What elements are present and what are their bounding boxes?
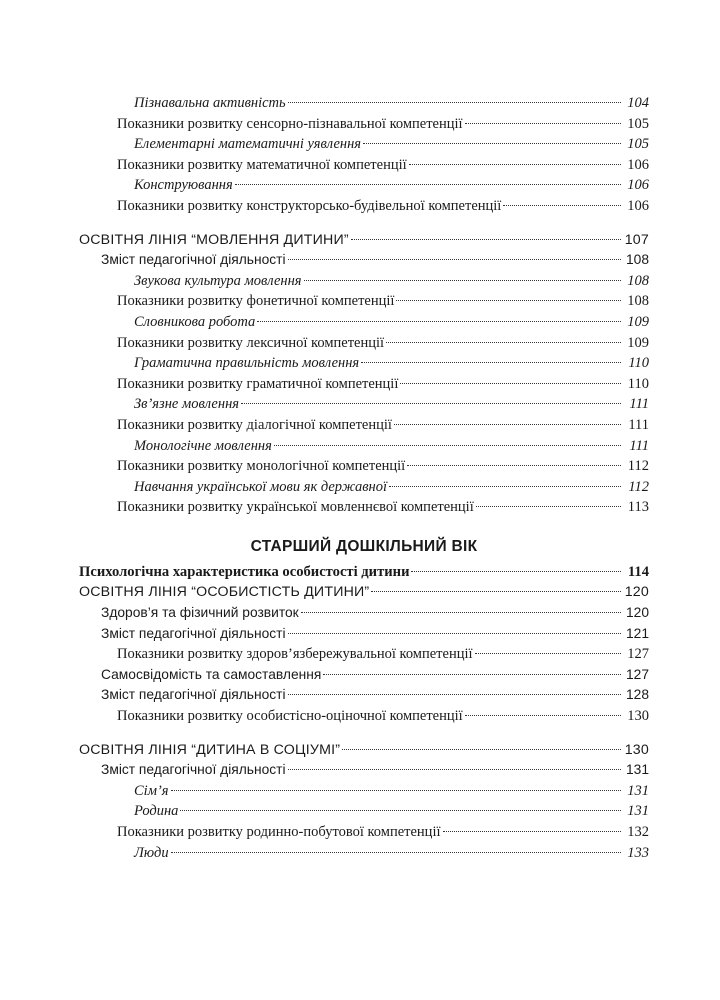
toc-entry-page: 106 bbox=[627, 156, 649, 173]
toc-entry-title: Показники розвитку граматичної компетенції bbox=[117, 375, 399, 392]
dot-leader bbox=[301, 612, 621, 613]
toc-entry-title: Елементарні математичні уявлення bbox=[134, 136, 362, 153]
toc-entry-page: 127 bbox=[627, 646, 649, 663]
dot-leader bbox=[503, 205, 621, 206]
toc-entry-page: 131 bbox=[627, 803, 649, 820]
toc-entry-page: 109 bbox=[627, 334, 649, 351]
dot-leader bbox=[304, 280, 621, 281]
toc-entry bbox=[79, 685, 649, 706]
toc-entry-title: Показники розвитку монологічної компетенції bbox=[117, 458, 406, 475]
toc-entry-page: 131 bbox=[627, 782, 649, 799]
toc-group-4 bbox=[79, 740, 649, 864]
toc-entry bbox=[79, 114, 649, 135]
dot-leader bbox=[180, 810, 621, 811]
toc-entry-page: 133 bbox=[627, 844, 649, 861]
toc-entry-title: Люди bbox=[134, 844, 169, 861]
toc-entry-page: 120 bbox=[624, 584, 649, 601]
toc-entry bbox=[79, 624, 649, 645]
section-heading: СТАРШИЙ ДОШКІЛЬНИЙ ВІК bbox=[250, 537, 478, 555]
spacer bbox=[79, 518, 649, 536]
toc-entry-page: 111 bbox=[629, 437, 649, 454]
toc-entry-title: Звукова культура мовлення bbox=[134, 272, 302, 289]
toc-entry-title: Показники розвитку лексичної компетенції bbox=[117, 334, 385, 351]
dot-leader bbox=[288, 102, 621, 103]
dot-leader bbox=[288, 259, 621, 260]
toc-entry bbox=[79, 155, 649, 176]
toc-entry bbox=[79, 333, 649, 354]
toc-entry-page: 105 bbox=[627, 136, 649, 153]
toc-entry bbox=[79, 250, 649, 271]
toc-entry-page: 112 bbox=[627, 458, 649, 475]
dot-leader bbox=[476, 506, 621, 507]
toc-entry-title: Зв’язне мовлення bbox=[134, 396, 239, 413]
toc-entry-title: Показники розвитку математичної компетенції bbox=[117, 156, 407, 173]
toc-entry-title: Зміст педагогічної діяльності bbox=[101, 762, 286, 778]
toc-entry-page: 108 bbox=[625, 252, 649, 268]
toc-entry-title: Зміст педагогічної діяльності bbox=[101, 252, 286, 268]
toc-entry bbox=[79, 801, 649, 822]
toc-entry-page: 120 bbox=[625, 605, 649, 621]
toc-entry-title: Монологічне мовлення bbox=[134, 437, 272, 454]
dot-leader bbox=[171, 790, 621, 791]
toc-entry-page: 106 bbox=[627, 197, 649, 214]
toc-entry-title: Конструювання bbox=[134, 177, 233, 194]
dot-leader bbox=[274, 445, 621, 446]
toc-entry-title: Пізнавальна активність bbox=[134, 95, 286, 111]
toc-entry-page: 128 bbox=[625, 687, 649, 703]
toc-entry-page: 130 bbox=[627, 708, 649, 725]
toc-group-1 bbox=[79, 93, 649, 217]
dot-leader bbox=[288, 694, 621, 695]
toc-entry-page: 110 bbox=[628, 355, 649, 372]
toc-entry-title: Показники розвитку конструкторсько-будівельної компетенції bbox=[117, 197, 502, 214]
toc-entry-page: 105 bbox=[627, 115, 649, 132]
toc-entry-page: 111 bbox=[628, 416, 649, 433]
toc-entry bbox=[79, 196, 649, 217]
toc-entry-page: 108 bbox=[627, 293, 649, 310]
toc-entry bbox=[79, 497, 649, 518]
toc-entry-title: Сім’я bbox=[134, 782, 169, 799]
toc-entry-title: Показники розвитку родинно-побутової компетенції bbox=[117, 824, 441, 840]
toc-entry bbox=[79, 415, 649, 436]
toc-entry-page: 113 bbox=[627, 499, 649, 516]
spacer bbox=[79, 727, 649, 740]
dot-leader bbox=[400, 383, 621, 384]
dot-leader bbox=[241, 403, 621, 404]
dot-leader bbox=[363, 143, 621, 144]
toc-entry bbox=[79, 291, 649, 312]
toc-entry bbox=[79, 822, 649, 843]
toc-entry-page: 127 bbox=[625, 666, 649, 682]
toc-entry-title: Показники розвитку сенсорно-пізнавальної компетенції bbox=[117, 115, 463, 132]
toc-entry bbox=[79, 582, 649, 603]
toc-group-2 bbox=[79, 230, 649, 518]
toc-entry-page: 112 bbox=[628, 478, 649, 495]
dot-leader bbox=[371, 591, 621, 592]
dot-leader bbox=[409, 164, 621, 165]
dot-leader bbox=[475, 653, 621, 654]
dot-leader bbox=[394, 424, 621, 425]
toc-entry-page: 107 bbox=[624, 231, 649, 248]
dot-leader bbox=[407, 465, 621, 466]
toc-entry-title: Здоров’я та фізичний розвиток bbox=[101, 605, 299, 621]
toc-entry-page: 108 bbox=[627, 272, 649, 289]
toc-entry bbox=[79, 93, 649, 114]
toc-entry bbox=[79, 175, 649, 196]
dot-leader bbox=[443, 831, 622, 832]
dot-leader bbox=[342, 749, 621, 750]
toc-entry bbox=[79, 230, 649, 251]
toc-entry-title: Зміст педагогічної діяльності bbox=[101, 625, 286, 641]
toc-entry-title: Психологічна характеристика особистості дитини bbox=[79, 563, 410, 580]
toc-entry bbox=[79, 562, 649, 583]
toc-entry-title: Зміст педагогічної діяльності bbox=[101, 687, 286, 703]
toc-entry-title: Показники розвитку здоров’язбережувальної компетенції bbox=[117, 646, 473, 663]
toc-entry bbox=[79, 374, 649, 395]
spacer bbox=[79, 217, 649, 230]
toc-entry-title: Показники розвитку української мовленнєвої компетенції bbox=[117, 499, 474, 516]
toc-entry-page: 110 bbox=[627, 375, 649, 392]
toc-entry-page: 121 bbox=[625, 625, 649, 641]
dot-leader bbox=[389, 486, 621, 487]
toc-entry-title: ОСВІТНЯ ЛІНІЯ “ДИТИНА В СОЦІУМІ” bbox=[79, 741, 341, 758]
table-of-contents bbox=[79, 93, 649, 863]
dot-leader bbox=[288, 769, 621, 770]
toc-entry-page: 130 bbox=[624, 741, 649, 758]
dot-leader bbox=[235, 184, 621, 185]
toc-entry bbox=[79, 353, 649, 374]
toc-entry bbox=[79, 781, 649, 802]
toc-entry-page: 106 bbox=[627, 177, 649, 194]
toc-entry-title: Словникова робота bbox=[134, 313, 256, 330]
toc-entry-title: Самосвідомість та самоставлення bbox=[101, 666, 322, 682]
dot-leader bbox=[323, 674, 621, 675]
toc-entry-title: Показники розвитку особистісно-оціночної компетенції bbox=[117, 708, 463, 725]
toc-entry bbox=[79, 760, 649, 781]
toc-entry bbox=[79, 603, 649, 624]
toc-entry bbox=[79, 740, 649, 761]
toc-entry bbox=[79, 706, 649, 727]
toc-entry-page: 109 bbox=[627, 313, 649, 330]
toc-entry-page: 104 bbox=[627, 95, 649, 111]
toc-entry-page: 111 bbox=[629, 396, 649, 413]
toc-entry-title: ОСВІТНЯ ЛІНІЯ “МОВЛЕННЯ ДИТИНИ” bbox=[79, 231, 349, 248]
dot-leader bbox=[465, 715, 621, 716]
dot-leader bbox=[465, 123, 621, 124]
dot-leader bbox=[396, 300, 621, 301]
dot-leader bbox=[411, 571, 621, 572]
toc-entry-title: Показники розвитку фонетичної компетенції bbox=[117, 293, 395, 310]
dot-leader bbox=[386, 342, 621, 343]
toc-entry-title: Показники розвитку діалогічної компетенції bbox=[117, 416, 392, 433]
toc-entry bbox=[79, 436, 649, 457]
dot-leader bbox=[257, 321, 621, 322]
toc-entry bbox=[79, 456, 649, 477]
dot-leader bbox=[361, 362, 621, 363]
toc-entry bbox=[79, 394, 649, 415]
toc-entry bbox=[79, 271, 649, 292]
toc-entry-title: ОСВІТНЯ ЛІНІЯ “ОСОБИСТІСТЬ ДИТИНИ” bbox=[79, 584, 370, 601]
dot-leader bbox=[288, 633, 621, 634]
toc-entry bbox=[79, 665, 649, 686]
toc-entry bbox=[79, 644, 649, 665]
toc-entry-page: 114 bbox=[627, 563, 649, 580]
toc-entry bbox=[79, 134, 649, 155]
toc-entry-page: 131 bbox=[625, 762, 649, 778]
toc-entry-page: 132 bbox=[627, 824, 649, 840]
toc-entry-title: Граматична правильність мовлення bbox=[134, 355, 360, 372]
toc-entry bbox=[79, 477, 649, 498]
dot-leader bbox=[171, 852, 621, 853]
toc-entry bbox=[79, 843, 649, 864]
toc-entry-title: Навчання української мови як державної bbox=[134, 478, 388, 495]
toc-group-3 bbox=[79, 562, 649, 727]
dot-leader bbox=[351, 239, 621, 240]
toc-entry-title: Родина bbox=[134, 803, 179, 820]
toc-entry bbox=[79, 312, 649, 333]
